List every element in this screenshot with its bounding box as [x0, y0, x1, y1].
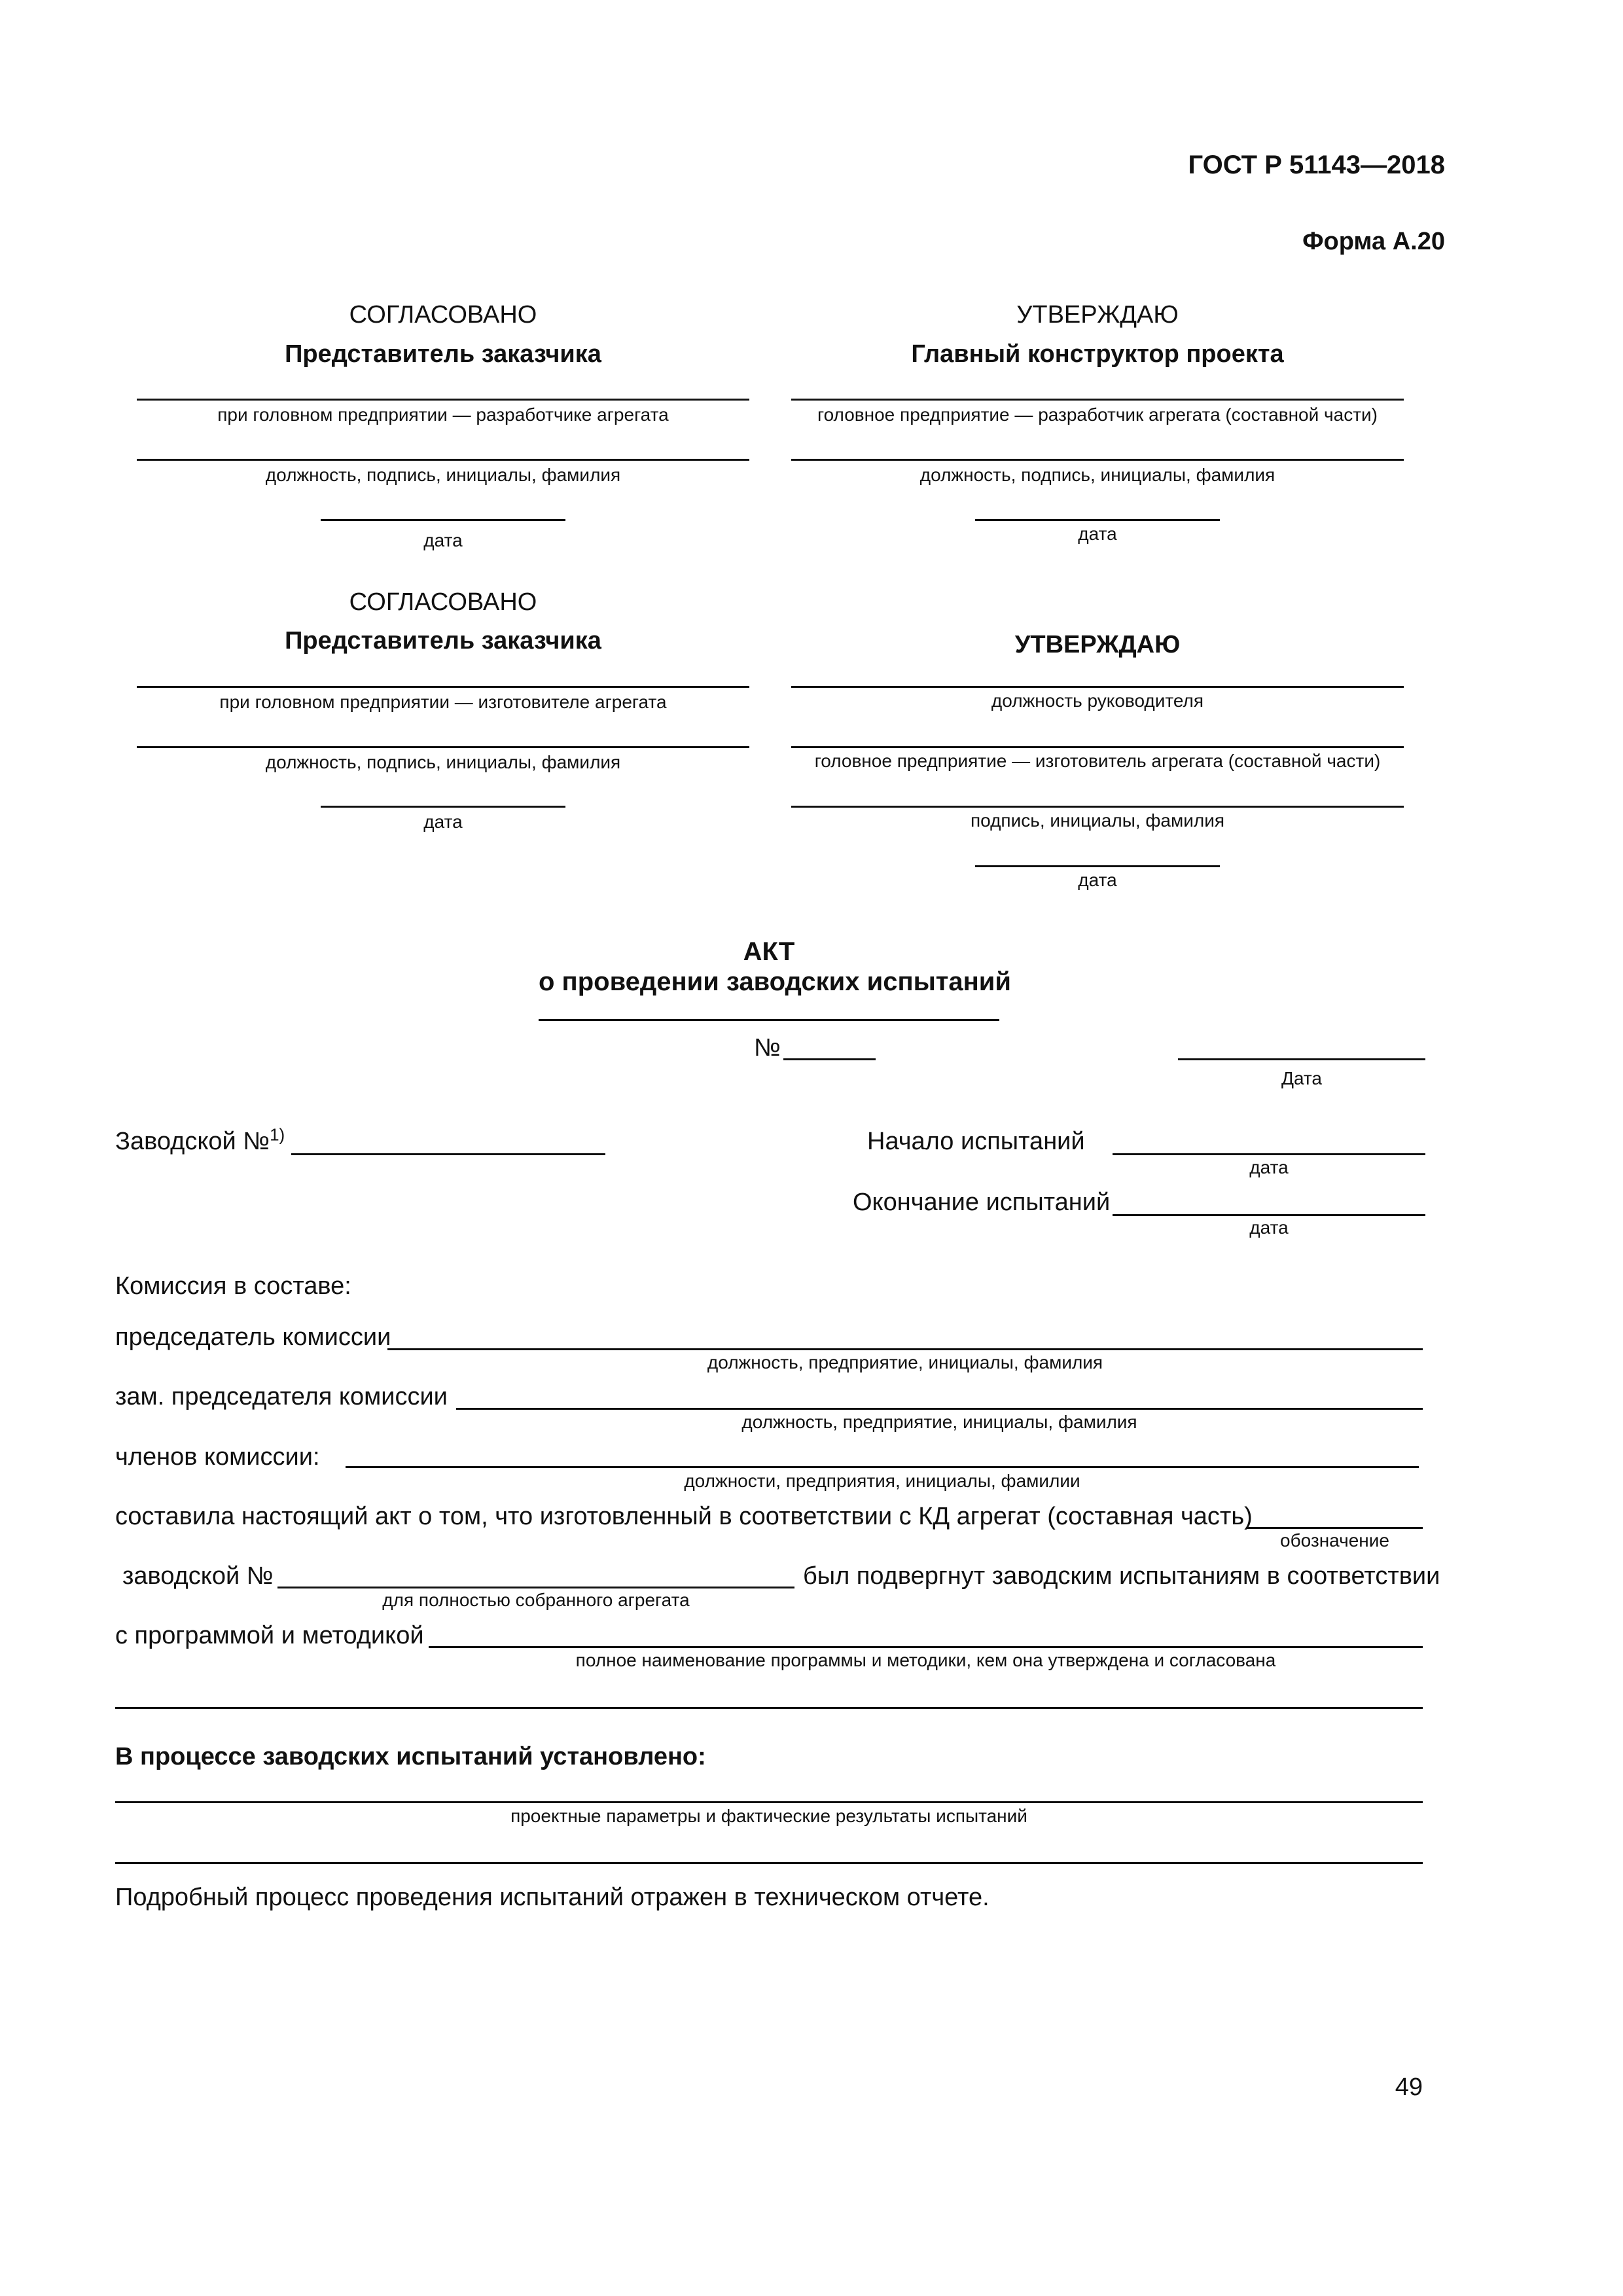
test-start-line[interactable] [1113, 1153, 1425, 1155]
chairman-caption: должность, предприятие, инициалы, фамилия [707, 1352, 1103, 1372]
act-date-line[interactable] [1178, 1058, 1425, 1060]
chairman-label: председатель комиссии [115, 1323, 391, 1351]
agreed1-line2[interactable] [137, 459, 749, 461]
agreed1-subtitle: Представитель заказчика [285, 340, 601, 368]
agreed2-line1[interactable] [137, 686, 749, 688]
serial-label: заводской № [122, 1562, 274, 1590]
act-title: АКТ [743, 937, 795, 966]
approve2-caption1: должность руководителя [991, 691, 1204, 711]
members-caption: должности, предприятия, инициалы, фамилии [684, 1471, 1080, 1491]
test-end-caption: дата [1249, 1217, 1289, 1238]
agreed1-title: СОГЛАСОВАНО [349, 301, 537, 329]
factory-no-row [115, 1124, 285, 1155]
approve2-line3[interactable] [791, 806, 1404, 808]
act-subtitle: о проведении заводских испытаний [539, 967, 1011, 996]
approve1-date-line[interactable] [975, 519, 1220, 521]
page-number: 49 [1395, 2073, 1423, 2101]
report-text: Подробный процесс проведения испытаний отражен в техническом отчете. [115, 1884, 990, 1911]
program-caption: полное наименование программы и методики, кем она утверждена и согласована [575, 1650, 1276, 1670]
factory-no-footnote: 1) [270, 1124, 285, 1145]
program-label: с программой и методикой [115, 1622, 424, 1649]
members-label: членов комиссии: [115, 1443, 320, 1471]
approve1-caption3: дата [1078, 524, 1117, 544]
approve2-caption3: подпись, инициалы, фамилия [970, 810, 1225, 831]
agreed2-caption3: дата [423, 812, 463, 832]
chairman-line[interactable] [387, 1348, 1423, 1350]
findings-heading: В процессе заводских испытаний установлено: [115, 1743, 706, 1770]
standard-code: ГОСТ Р 51143—2018 [1188, 151, 1445, 179]
approve1-line2[interactable] [791, 459, 1404, 461]
deputy-caption: должность, предприятие, инициалы, фамилия [741, 1412, 1137, 1432]
agreed2-date-line[interactable] [321, 806, 565, 808]
agreed1-caption2: должность, подпись, инициалы, фамилия [265, 465, 621, 485]
deputy-label: зам. председателя комиссии [115, 1383, 448, 1410]
tested-text: был подвергнут заводским испытаниям в соответствии [803, 1562, 1440, 1590]
program-line-2[interactable] [115, 1707, 1423, 1709]
agreed2-title: СОГЛАСОВАНО [349, 588, 537, 616]
approve2-title: УТВЕРЖДАЮ [1014, 631, 1181, 658]
members-line[interactable] [346, 1466, 1419, 1468]
serial-caption: для полностью собранного агрегата [382, 1590, 690, 1610]
factory-no-line[interactable] [291, 1153, 605, 1155]
serial-line[interactable] [277, 1587, 794, 1588]
form-label: Форма А.20 [1302, 228, 1445, 255]
approve1-line1[interactable] [791, 399, 1404, 401]
agreed1-line1[interactable] [137, 399, 749, 401]
agreed1-date-line[interactable] [321, 519, 565, 521]
commission-label: Комиссия в составе: [115, 1272, 351, 1300]
findings-line-2[interactable] [115, 1862, 1423, 1864]
act-date-caption: Дата [1281, 1068, 1322, 1088]
findings-line-1[interactable] [115, 1801, 1423, 1803]
agreed2-line2[interactable] [137, 746, 749, 748]
agreed2-caption2: должность, подпись, инициалы, фамилия [265, 752, 621, 772]
agreed1-caption1: при головном предприятии — разработчике агрегата [217, 404, 669, 425]
agreed2-caption1: при головном предприятии — изготовителе агрегата [219, 692, 667, 712]
program-line[interactable] [429, 1646, 1423, 1648]
approve1-caption1: головное предприятие — разработчик агрегата (составной части) [817, 404, 1378, 425]
findings-caption: проектные параметры и фактические результаты испытаний [510, 1806, 1027, 1826]
approve2-line2[interactable] [791, 746, 1404, 748]
agreed1-caption3: дата [423, 530, 463, 550]
approve2-caption4: дата [1078, 870, 1117, 890]
deputy-line[interactable] [456, 1408, 1423, 1410]
act-title-underline[interactable] [539, 1019, 999, 1021]
act-number-line[interactable] [783, 1058, 876, 1060]
approve2-caption2: головное предприятие — изготовитель агрегата (составной части) [814, 751, 1381, 771]
test-end-label: Окончание испытаний [853, 1189, 1111, 1216]
factory-no-label: Заводской № [115, 1128, 270, 1155]
compiled-text: составила настоящий акт о том, что изготовленный в соответствии с КД агрегат (составная часть) [115, 1503, 1253, 1530]
approve1-caption2: должность, подпись, инициалы, фамилия [919, 465, 1275, 485]
approve2-date-line[interactable] [975, 865, 1220, 867]
approve1-subtitle: Главный конструктор проекта [911, 340, 1284, 368]
test-start-caption: дата [1249, 1157, 1289, 1177]
approve1-title: УТВЕРЖДАЮ [1016, 301, 1179, 329]
test-end-line[interactable] [1113, 1214, 1425, 1216]
test-start-label: Начало испытаний [867, 1128, 1085, 1155]
designation-line[interactable] [1247, 1527, 1423, 1529]
approve2-line1[interactable] [791, 686, 1404, 688]
agreed2-subtitle: Представитель заказчика [285, 627, 601, 655]
act-number-label: № [754, 1034, 781, 1062]
designation-caption: обозначение [1280, 1530, 1389, 1551]
